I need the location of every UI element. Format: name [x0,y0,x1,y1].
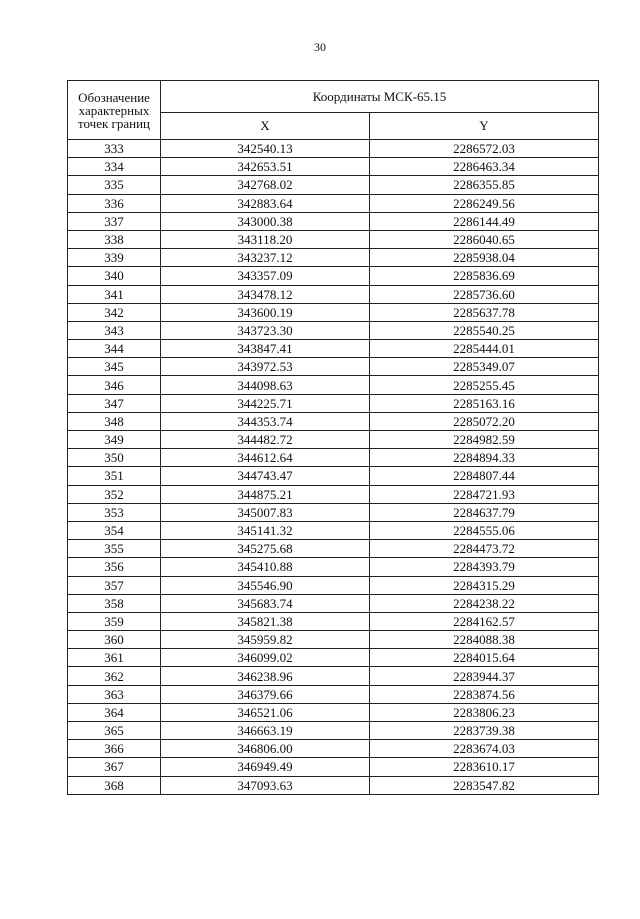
y-coordinate-cell: 2284315.29 [370,576,599,594]
x-coordinate-cell: 343600.19 [161,303,370,321]
table-row [68,212,599,230]
x-coordinate-cell: 344743.47 [161,467,370,485]
x-coordinate-cell: 343357.09 [161,267,370,285]
table-row [68,267,599,285]
table-row [68,230,599,248]
x-coordinate-cell: 346521.06 [161,703,370,721]
point-number-cell: 338 [68,230,161,248]
x-coordinate-cell: 343723.30 [161,321,370,339]
y-coordinate-cell: 2284088.38 [370,631,599,649]
x-coordinate-cell: 345007.83 [161,503,370,521]
point-designation-header: Обозначение характерных точек границ [68,81,161,140]
page-number: 30 [314,40,326,54]
y-column-header: Y [370,112,599,139]
y-coordinate-cell: 2285736.60 [370,285,599,303]
table-row [68,540,599,558]
y-coordinate-cell: 2285836.69 [370,267,599,285]
table-row [68,558,599,576]
x-coordinate-cell: 345821.38 [161,612,370,630]
table-row [68,521,599,539]
point-number-cell: 345 [68,358,161,376]
point-number-cell: 351 [68,467,161,485]
x-column-header: X [161,112,370,139]
y-coordinate-cell: 2285163.16 [370,394,599,412]
x-coordinate-cell: 344225.71 [161,394,370,412]
y-coordinate-cell: 2283806.23 [370,703,599,721]
point-number-cell: 335 [68,176,161,194]
point-number-cell: 346 [68,376,161,394]
y-coordinate-cell: 2284238.22 [370,594,599,612]
x-coordinate-cell: 345546.90 [161,576,370,594]
point-number-cell: 337 [68,212,161,230]
y-coordinate-cell: 2285637.78 [370,303,599,321]
x-coordinate-cell: 342883.64 [161,194,370,212]
point-number-cell: 355 [68,540,161,558]
table-row [68,358,599,376]
table-row [68,394,599,412]
point-number-cell: 354 [68,521,161,539]
table-row [68,740,599,758]
y-coordinate-cell: 2284894.33 [370,449,599,467]
y-coordinate-cell: 2285349.07 [370,358,599,376]
point-number-cell: 362 [68,667,161,685]
point-number-cell: 358 [68,594,161,612]
y-coordinate-cell: 2284982.59 [370,431,599,449]
point-number-cell: 353 [68,503,161,521]
table-row [68,449,599,467]
point-number-cell: 343 [68,321,161,339]
x-coordinate-cell: 346379.66 [161,685,370,703]
y-coordinate-cell: 2284637.79 [370,503,599,521]
y-coordinate-cell: 2283674.03 [370,740,599,758]
table-row [68,576,599,594]
table-row [68,249,599,267]
table-row [68,321,599,339]
y-coordinate-cell: 2284162.57 [370,612,599,630]
point-number-cell: 366 [68,740,161,758]
table-row [68,667,599,685]
y-coordinate-cell: 2284015.64 [370,649,599,667]
table-row [68,176,599,194]
point-number-cell: 367 [68,758,161,776]
table-row [68,649,599,667]
point-number-cell: 347 [68,394,161,412]
table-row [68,140,599,158]
y-coordinate-cell: 2286144.49 [370,212,599,230]
y-coordinate-cell: 2286463.34 [370,158,599,176]
table-row [68,685,599,703]
table-row [68,412,599,430]
x-coordinate-cell: 343972.53 [161,358,370,376]
x-coordinate-cell: 344482.72 [161,431,370,449]
point-number-cell: 334 [68,158,161,176]
y-coordinate-cell: 2286355.85 [370,176,599,194]
y-coordinate-cell: 2286249.56 [370,194,599,212]
y-coordinate-cell: 2285540.25 [370,321,599,339]
x-coordinate-cell: 342653.51 [161,158,370,176]
y-coordinate-cell: 2285255.45 [370,376,599,394]
y-coordinate-cell: 2284393.79 [370,558,599,576]
x-coordinate-cell: 342768.02 [161,176,370,194]
point-number-cell: 360 [68,631,161,649]
y-coordinate-cell: 2283739.38 [370,722,599,740]
point-number-cell: 333 [68,140,161,158]
point-number-cell: 341 [68,285,161,303]
x-coordinate-cell: 344098.63 [161,376,370,394]
y-coordinate-cell: 2286040.65 [370,230,599,248]
table-row [68,758,599,776]
point-number-cell: 348 [68,412,161,430]
y-coordinate-cell: 2284721.93 [370,485,599,503]
x-coordinate-cell: 343000.38 [161,212,370,230]
table-row [68,376,599,394]
point-number-cell: 368 [68,776,161,794]
point-number-cell: 357 [68,576,161,594]
x-coordinate-cell: 345683.74 [161,594,370,612]
table-row [68,485,599,503]
table-row [68,303,599,321]
y-coordinate-cell: 2284473.72 [370,540,599,558]
table-body [68,140,599,795]
y-coordinate-cell: 2284807.44 [370,467,599,485]
point-number-cell: 349 [68,431,161,449]
y-coordinate-cell: 2286572.03 [370,140,599,158]
point-number-cell: 356 [68,558,161,576]
x-coordinate-cell: 346663.19 [161,722,370,740]
table-row [68,194,599,212]
x-coordinate-cell: 343237.12 [161,249,370,267]
table-row [68,467,599,485]
x-coordinate-cell: 345410.88 [161,558,370,576]
x-coordinate-cell: 347093.63 [161,776,370,794]
x-coordinate-cell: 346099.02 [161,649,370,667]
y-coordinate-cell: 2283547.82 [370,776,599,794]
y-coordinate-cell: 2283874.56 [370,685,599,703]
point-number-cell: 361 [68,649,161,667]
table-row [68,776,599,794]
point-number-cell: 340 [68,267,161,285]
coordinates-table [67,80,599,795]
table-row [68,722,599,740]
x-coordinate-cell: 344353.74 [161,412,370,430]
y-coordinate-cell: 2285072.20 [370,412,599,430]
point-number-cell: 350 [68,449,161,467]
x-coordinate-cell: 343478.12 [161,285,370,303]
coordinates-group-header: Координаты МСК-65.15 [161,81,599,113]
x-coordinate-cell: 344612.64 [161,449,370,467]
y-coordinate-cell: 2285938.04 [370,249,599,267]
x-coordinate-cell: 346806.00 [161,740,370,758]
x-coordinate-cell: 343847.41 [161,340,370,358]
table-row [68,158,599,176]
point-number-cell: 363 [68,685,161,703]
table-row [68,340,599,358]
x-coordinate-cell: 345275.68 [161,540,370,558]
x-coordinate-cell: 342540.13 [161,140,370,158]
point-number-cell: 359 [68,612,161,630]
point-number-cell: 365 [68,722,161,740]
point-number-cell: 336 [68,194,161,212]
x-coordinate-cell: 346949.49 [161,758,370,776]
x-coordinate-cell: 345959.82 [161,631,370,649]
point-number-cell: 342 [68,303,161,321]
point-number-cell: 352 [68,485,161,503]
table-row [68,612,599,630]
x-coordinate-cell: 344875.21 [161,485,370,503]
x-coordinate-cell: 343118.20 [161,230,370,248]
y-coordinate-cell: 2284555.06 [370,521,599,539]
y-coordinate-cell: 2285444.01 [370,340,599,358]
point-number-cell: 344 [68,340,161,358]
y-coordinate-cell: 2283944.37 [370,667,599,685]
point-number-cell: 339 [68,249,161,267]
table-row [68,594,599,612]
table-row [68,503,599,521]
table-row [68,285,599,303]
table-row [68,631,599,649]
y-coordinate-cell: 2283610.17 [370,758,599,776]
point-number-cell: 364 [68,703,161,721]
x-coordinate-cell: 346238.96 [161,667,370,685]
table-row [68,703,599,721]
x-coordinate-cell: 345141.32 [161,521,370,539]
table-row [68,431,599,449]
